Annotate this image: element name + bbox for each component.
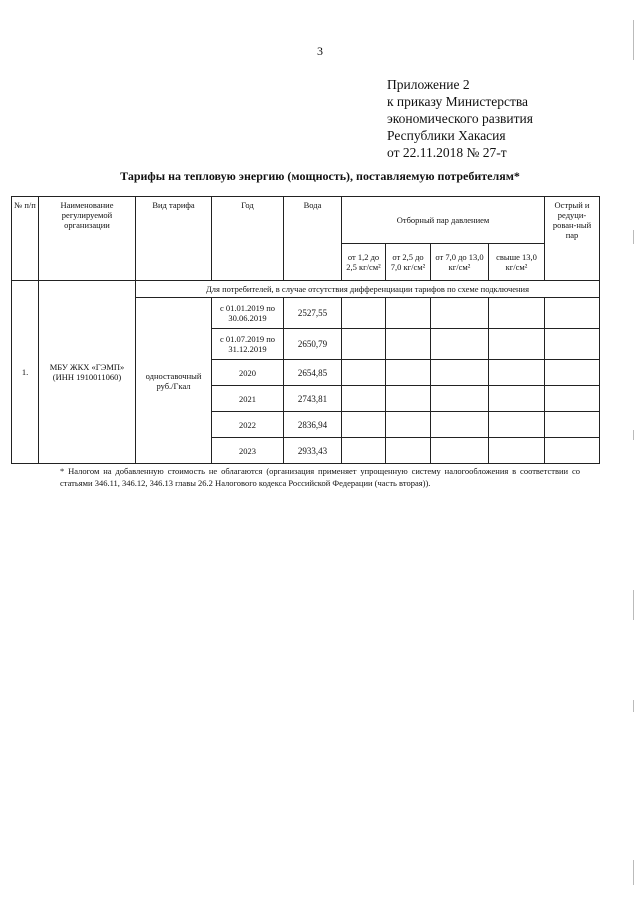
- empty-cell: [342, 298, 386, 329]
- header-tariff-type: Вид тарифа: [136, 197, 212, 281]
- appendix-line: Республики Хакасия: [387, 128, 506, 143]
- empty-cell: [386, 298, 431, 329]
- row-number: 1.: [12, 281, 39, 464]
- empty-cell: [545, 412, 600, 438]
- header-steam-group: Отборный пар давлением: [342, 197, 545, 244]
- header-organization: Наименование регулируемой организации: [39, 197, 136, 281]
- header-pressure-4: свыше 13,0 кг/см²: [489, 244, 545, 281]
- empty-cell: [545, 298, 600, 329]
- header-number: № п/п: [12, 197, 39, 281]
- scan-edge-marks: [630, 0, 640, 905]
- empty-cell: [431, 329, 489, 360]
- period-cell: с 01.01.2019 по 30.06.2019: [212, 298, 284, 329]
- empty-cell: [545, 360, 600, 386]
- tariff-type-cell: одноставочный руб./Гкал: [136, 298, 212, 464]
- empty-cell: [431, 360, 489, 386]
- page-number: 3: [317, 44, 323, 58]
- empty-cell: [386, 438, 431, 464]
- water-value: 2527,55: [284, 298, 342, 329]
- header-sharp-steam: Острый и редуци-рован-ный пар: [545, 197, 600, 281]
- water-value: 2650,79: [284, 329, 342, 360]
- footnote: * Налогом на добавленную стоимость не облагаются (организация применяет упрощенную систему налогообложения в соответствии со статьями 346.11, 346.12, 346.13 главы 26.2 Налогового кодекса Российской Федерации (часть вторая)).: [60, 466, 580, 488]
- empty-cell: [489, 298, 545, 329]
- empty-cell: [386, 412, 431, 438]
- empty-cell: [489, 412, 545, 438]
- period-cell: 2022: [212, 412, 284, 438]
- header-pressure-3: от 7,0 до 13,0 кг/см²: [431, 244, 489, 281]
- document-title: Тарифы на тепловую энергию (мощность), поставляемую потребителям*: [120, 169, 520, 183]
- water-value: 2743,81: [284, 386, 342, 412]
- empty-cell: [489, 386, 545, 412]
- period-cell: 2020: [212, 360, 284, 386]
- water-value: 2654,85: [284, 360, 342, 386]
- empty-cell: [431, 298, 489, 329]
- tariff-table: [11, 196, 600, 464]
- empty-cell: [489, 438, 545, 464]
- empty-cell: [342, 360, 386, 386]
- empty-cell: [342, 329, 386, 360]
- empty-cell: [386, 329, 431, 360]
- empty-cell: [342, 412, 386, 438]
- empty-cell: [431, 438, 489, 464]
- appendix-line: экономического развития: [387, 111, 533, 126]
- empty-cell: [545, 438, 600, 464]
- header-year: Год: [212, 197, 284, 281]
- empty-cell: [386, 360, 431, 386]
- organization-name: МБУ ЖКХ «ГЭМП» (ИНН 1910011060): [39, 281, 136, 464]
- empty-cell: [545, 329, 600, 360]
- empty-cell: [386, 386, 431, 412]
- header-pressure-2: от 2,5 до 7,0 кг/см²: [386, 244, 431, 281]
- water-value: 2933,43: [284, 438, 342, 464]
- empty-cell: [431, 386, 489, 412]
- empty-cell: [489, 329, 545, 360]
- period-cell: 2021: [212, 386, 284, 412]
- appendix-line: к приказу Министерства: [387, 94, 529, 109]
- empty-cell: [342, 438, 386, 464]
- consumer-subheader: Для потребителей, в случае отсутствия дифференциации тарифов по схеме подключения: [136, 281, 600, 298]
- appendix-block: [387, 76, 533, 161]
- empty-cell: [342, 386, 386, 412]
- header-pressure-1: от 1,2 до 2,5 кг/см²: [342, 244, 386, 281]
- header-water: Вода: [284, 197, 342, 281]
- water-value: 2836,94: [284, 412, 342, 438]
- empty-cell: [489, 360, 545, 386]
- period-cell: 2023: [212, 438, 284, 464]
- appendix-line: от 22.11.2018 № 27-т: [387, 145, 507, 160]
- period-cell: с 01.07.2019 по 31.12.2019: [212, 329, 284, 360]
- empty-cell: [431, 412, 489, 438]
- empty-cell: [545, 386, 600, 412]
- appendix-line: Приложение 2: [387, 77, 470, 92]
